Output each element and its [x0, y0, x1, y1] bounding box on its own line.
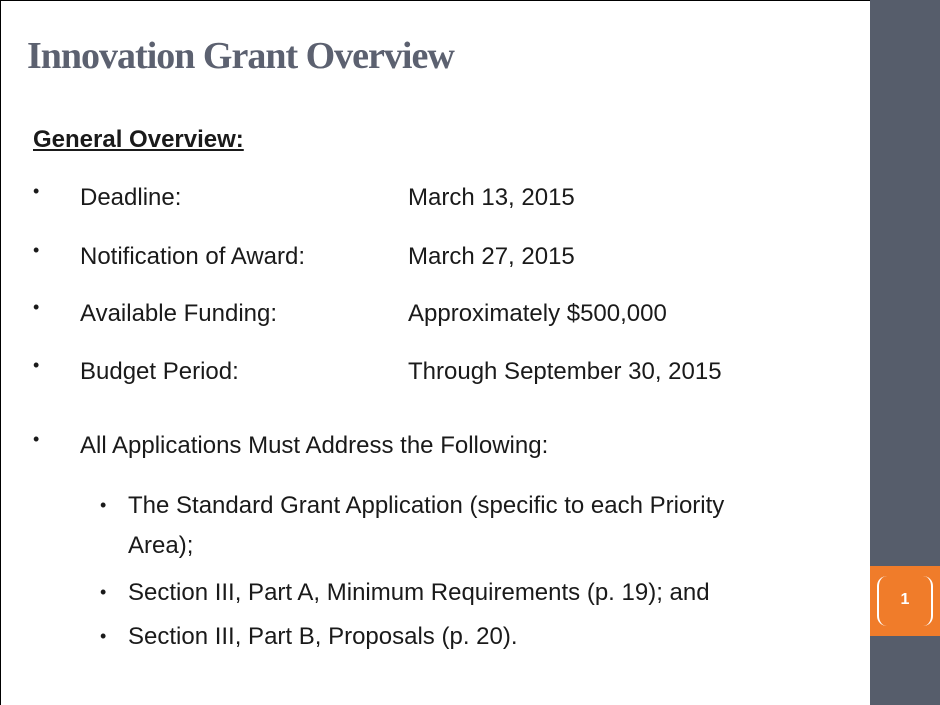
bullet-icon: • [100, 626, 107, 646]
requirement-text: Section III, Part A, Minimum Requirements (p. 19); and [128, 579, 710, 606]
bullet-icon: • [100, 495, 107, 515]
bullet-icon: • [33, 429, 40, 449]
section-heading: General Overview: [33, 126, 244, 153]
key-item-term: Deadline: [80, 184, 182, 211]
key-item-term: Available Funding: [80, 300, 278, 327]
key-item-value: Through September 30, 2015 [408, 358, 722, 385]
bullet-icon: • [33, 297, 40, 317]
bullet-icon: • [33, 355, 40, 375]
bullet-icon: • [33, 181, 40, 201]
requirements-heading: All Applications Must Address the Following: [80, 432, 549, 459]
requirement-text: Section III, Part B, Proposals (p. 20). [128, 623, 518, 650]
key-item-value: March 27, 2015 [408, 243, 575, 270]
key-item-term: Budget Period: [80, 358, 239, 385]
requirement-text: The Standard Grant Application (specific to each Priority Area); [128, 492, 725, 559]
key-item-value: March 13, 2015 [408, 184, 575, 211]
bullet-icon: • [33, 240, 40, 260]
slide-title: Innovation Grant Overview [27, 35, 454, 77]
key-item-value: Approximately $500,000 [408, 300, 667, 327]
bullet-icon: • [100, 582, 107, 602]
key-item-term: Notification of Award: [80, 243, 306, 270]
page-number: 1 [900, 591, 910, 608]
